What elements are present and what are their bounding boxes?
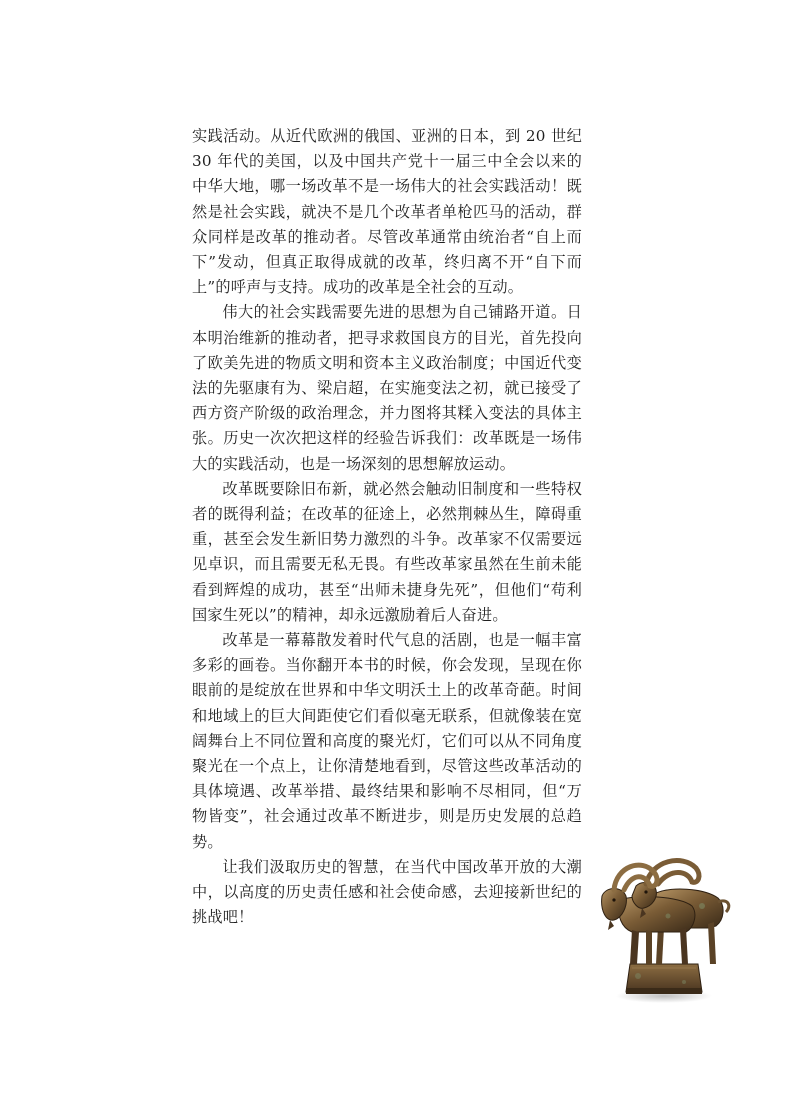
bronze-twin-ibex-seal-icon — [592, 836, 742, 1006]
paragraph-1: 实践活动。从近代欧洲的俄国、亚洲的日本，到 20 世纪 30 年代的美国，以及中国共产党十一届三中全会以来的中华大地，哪一场改革不是一场伟大的社会实践活动！既然是社会实践，就决不是几个改革者单枪匹马的活动，群众同样是改革的推动者。尽管改革通常由统治者“自上而下”发动，但真正取得成就的改革，终归离不开“自下而上”的呼声与支持。成功的改革是全社会的互动。 — [192, 127, 582, 297]
paragraph-3: 改革既要除旧布新，就必然会触动旧制度和一些特权者的既得利益；在改革的征途上，必然荆棘丛生，障碍重重，甚至会发生新旧势力激烈的斗争。改革家不仅需要远见卓识，而且需要无私无畏。有些改革家虽然在生前未能看到辉煌的成功，甚至“出师未捷身先死”，但他们“苟利国家生死以”的精神，却永远激励着后人奋进。 — [192, 479, 582, 624]
paragraph-2: 伟大的社会实践需要先进的思想为自己铺路开道。日本明治维新的推动者，把寻求救国良方的目光，首先投向了欧美先进的物质文明和资本主义政治制度；中国近代变法的先驱康有为、梁启超，在实施变法之初，就已接受了西方资产阶级的政治理念，并力图将其糅入变法的具体主张。历史一次次把这样的经验告诉我们：改革既是一场伟大的实践活动，也是一场深刻的思想解放运动。 — [192, 303, 582, 473]
paragraph-4: 改革是一幕幕散发着时代气息的活剧，也是一幅丰富多彩的画卷。当你翻开本书的时候，你会发现，呈现在你眼前的是绽放在世界和中华文明沃土上的改革奇葩。时间和地域上的巨大间距使它们看似毫无联系，但就像装在宽阔舞台上不同位置和高度的聚光灯，它们可以从不同角度聚光在一个点上，让你清楚地看到，尽管这些改革活动的具体境遇、改革举措、最终结果和影响不尽相同，但“万物皆变”，社会通过改革不断进步，则是历史发展的总趋势。 — [192, 631, 582, 851]
body-text — [192, 124, 582, 931]
paragraph-5: 让我们汲取历史的智慧，在当代中国改革开放的大潮中，以高度的历史责任感和社会使命感，去迎接新世纪的挑战吧！ — [192, 857, 582, 927]
